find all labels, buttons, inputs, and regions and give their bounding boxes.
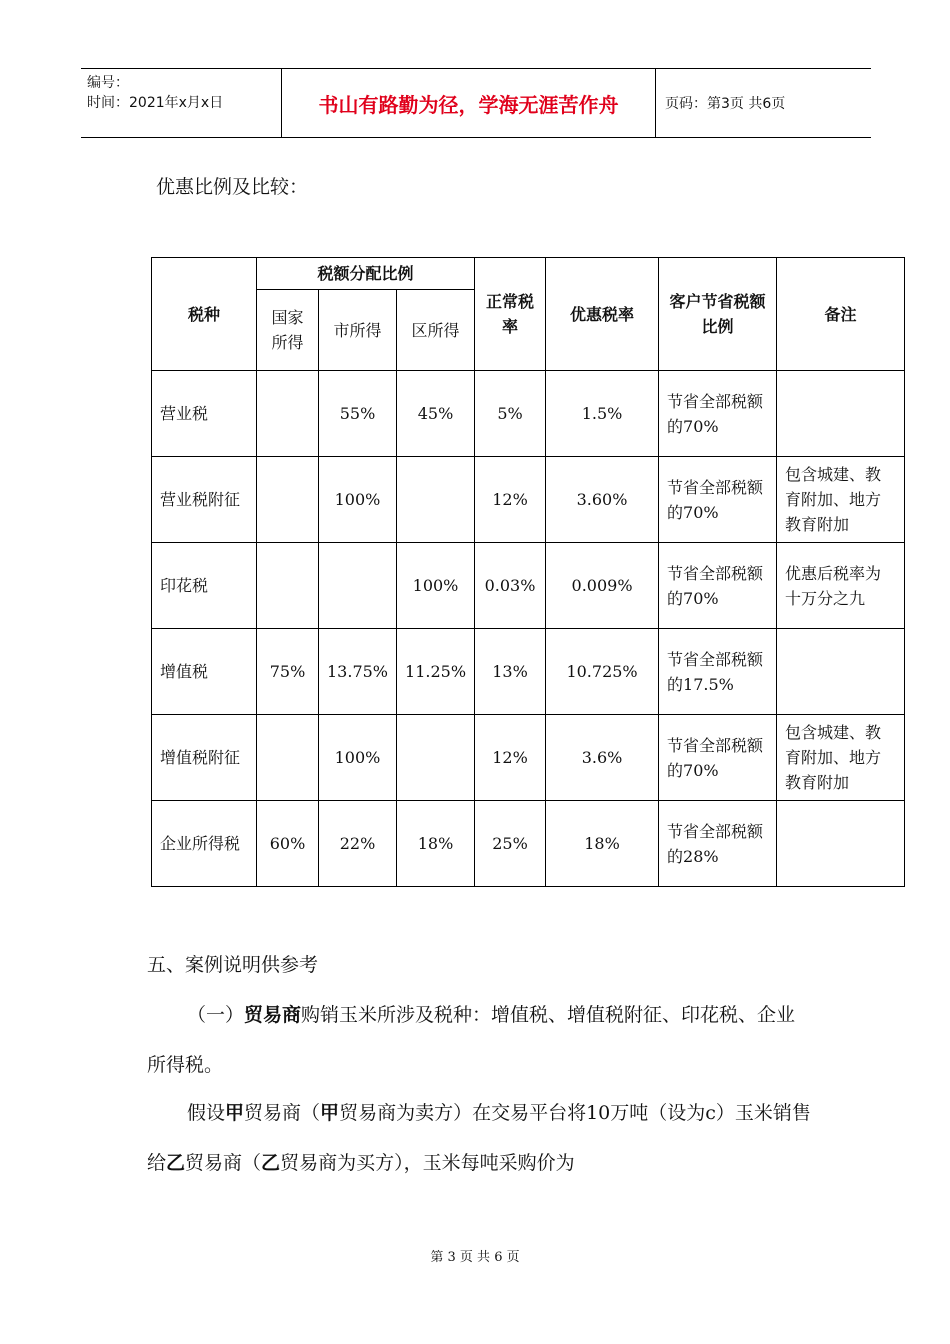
cell-city	[319, 543, 397, 629]
cell-district	[397, 715, 475, 801]
cell-preferential-rate: 1.5%	[546, 371, 659, 457]
cell-tax-type: 印花税	[152, 543, 257, 629]
cell-national	[257, 715, 319, 801]
header-normal-rate: 正常税率	[475, 258, 546, 371]
table-row	[152, 543, 905, 629]
table-row	[152, 371, 905, 457]
cell-note: 包含城建、教育附加、地方教育附加	[777, 457, 905, 543]
para-text: 贸易商（	[244, 1102, 321, 1124]
cell-saving-ratio: 节省全部税额的70%	[659, 371, 777, 457]
table-row	[152, 629, 905, 715]
cell-district: 18%	[397, 801, 475, 887]
cell-city: 13.75%	[319, 629, 397, 715]
header-allocation: 税额分配比例	[257, 258, 475, 290]
cell-tax-type: 企业所得税	[152, 801, 257, 887]
cell-tax-type: 增值税附征	[152, 715, 257, 801]
cell-saving-ratio: 节省全部税额的70%	[659, 543, 777, 629]
header-page-number: 页码：第3页 共6页	[665, 96, 786, 112]
cell-district: 45%	[397, 371, 475, 457]
cell-tax-type: 营业税附征	[152, 457, 257, 543]
cell-note	[777, 371, 905, 457]
cell-note	[777, 629, 905, 715]
para-text: 贸易商为买方），玉米每吨采购价为	[280, 1152, 575, 1174]
cell-normal-rate: 12%	[475, 715, 546, 801]
para-bold-text: 甲	[225, 1102, 245, 1124]
cell-district: 11.25%	[397, 629, 475, 715]
cell-normal-rate: 25%	[475, 801, 546, 887]
para-text: 贸易商为卖方）在交易平台将10万吨（设为c）玉米销售给	[147, 1102, 811, 1174]
cell-saving-ratio: 节省全部税额的28%	[659, 801, 777, 887]
table-row	[152, 715, 905, 801]
para-text: 购销玉米所涉及税种：增值税、增值税附征、印花税、企业所得税。	[147, 1004, 796, 1076]
header-city: 市所得	[319, 290, 397, 371]
header-motto: 书山有路勤为径，学海无涯苦作舟	[282, 69, 656, 137]
header-note: 备注	[777, 258, 905, 371]
cell-saving-ratio: 节省全部税额的70%	[659, 715, 777, 801]
document-time-label: 时间：2021年x月x日	[87, 95, 224, 111]
cell-national	[257, 371, 319, 457]
para-bold-text: 甲	[320, 1102, 340, 1124]
section-heading: 优惠比例及比较：	[156, 176, 309, 198]
cell-national	[257, 457, 319, 543]
cell-saving-ratio: 节省全部税额的17.5%	[659, 629, 777, 715]
para-bold-text: 贸易商	[244, 1004, 302, 1026]
cell-district	[397, 457, 475, 543]
tax-comparison-table	[151, 257, 905, 887]
cell-preferential-rate: 3.6%	[546, 715, 659, 801]
para-text: 贸易商（	[185, 1152, 262, 1174]
para-text: 假设	[187, 1102, 226, 1124]
header-district: 区所得	[397, 290, 475, 371]
header-preferential-rate: 优惠税率	[546, 258, 659, 371]
paragraph-case	[147, 1088, 812, 1188]
table-row	[152, 801, 905, 887]
cell-city: 100%	[319, 715, 397, 801]
cell-preferential-rate: 10.725%	[546, 629, 659, 715]
cell-tax-type: 营业税	[152, 371, 257, 457]
para-bold-text: 乙	[166, 1152, 186, 1174]
cell-city: 22%	[319, 801, 397, 887]
cell-preferential-rate: 0.009%	[546, 543, 659, 629]
cell-city: 100%	[319, 457, 397, 543]
cell-saving-ratio: 节省全部税额的70%	[659, 457, 777, 543]
para-bold-text: 乙	[261, 1152, 281, 1174]
cell-note: 包含城建、教育附加、地方教育附加	[777, 715, 905, 801]
cell-tax-type: 增值税	[152, 629, 257, 715]
cell-district: 100%	[397, 543, 475, 629]
document-number-label: 编号：	[87, 75, 129, 91]
cell-normal-rate: 13%	[475, 629, 546, 715]
cell-national	[257, 543, 319, 629]
cell-national: 60%	[257, 801, 319, 887]
page-header	[81, 68, 871, 138]
cell-preferential-rate: 18%	[546, 801, 659, 887]
cell-normal-rate: 12%	[475, 457, 546, 543]
cell-normal-rate: 0.03%	[475, 543, 546, 629]
cell-normal-rate: 5%	[475, 371, 546, 457]
paragraph-tax-types	[147, 990, 812, 1090]
header-tax-type: 税种	[152, 258, 257, 371]
header-saving-ratio: 客户节省税额比例	[659, 258, 777, 371]
cell-note: 优惠后税率为十万分之九	[777, 543, 905, 629]
section-five-heading: 五、案例说明供参考	[147, 954, 319, 976]
table-row	[152, 457, 905, 543]
cell-note	[777, 801, 905, 887]
cell-city: 55%	[319, 371, 397, 457]
cell-preferential-rate: 3.60%	[546, 457, 659, 543]
page-footer: 第 3 页 共 6 页	[430, 1250, 520, 1265]
para-text: （一）	[187, 1004, 245, 1026]
header-meta	[81, 69, 282, 137]
cell-national: 75%	[257, 629, 319, 715]
header-national: 国家所得	[257, 290, 319, 371]
